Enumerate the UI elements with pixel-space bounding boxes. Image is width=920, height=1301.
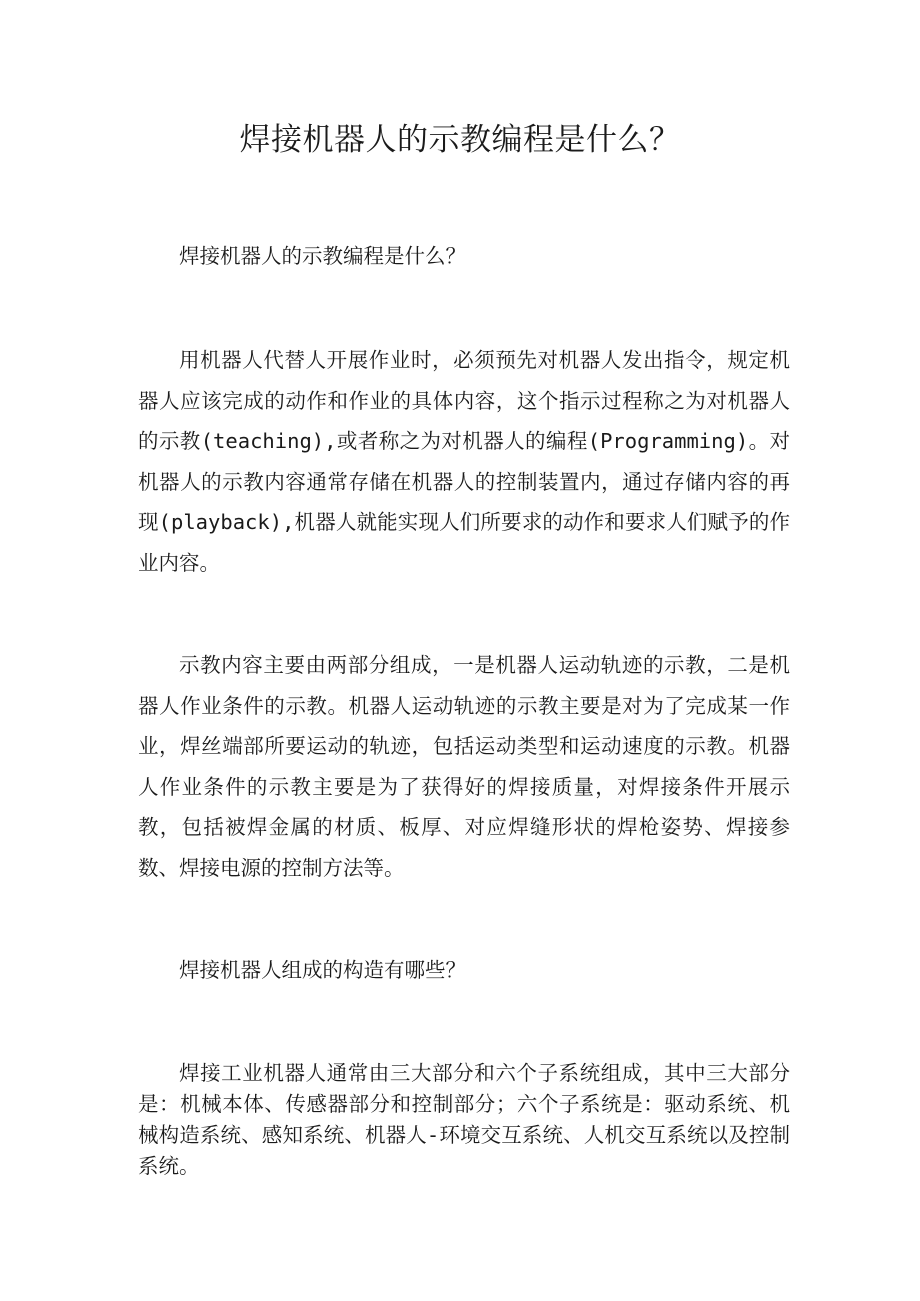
intro-paragraph: 用机器人代替人开展作业时，必须预先对机器人发出指令，规定机器人应该完成的动作和作业的具体内容，这个指示过程称之为对机器人的示教(teaching),或者称之为对机器人的编程(Programming)。对机器人的示教内容通常存储在机器人的控制装置内，通过存储内容的再现(playback),机器人就能实现人们所要求的动作和要求人们赋予的作业内容。 [138, 348, 790, 575]
question-paragraph: 焊接机器人组成的构造有哪些？ [179, 958, 466, 982]
teaching-content-paragraph: 示教内容主要由两部分组成，一是机器人运动轨迹的示教，二是机器人作业条件的示教。机器人运动轨迹的示教主要是对为了完成某一作业，焊丝端部所要运动的轨迹，包括运动类型和运动速度的示教。机器人作业条件的示教主要是为了获得好的焊接质量，对焊接条件开展示教，包括被焊金属的材质、板厚、对应焊缝形状的焊枪姿势、焊接参数、焊接电源的控制方法等。 [138, 653, 790, 880]
answer-paragraph: 焊接工业机器人通常由三大部分和六个子系统组成，其中三大部分是：机械本体、传感器部分和控制部分；六个子系统是：驱动系统、机械构造系统、感知系统、机器人-环境交互系统、人机交互系统以及控制系统。 [138, 1061, 790, 1178]
document-title: 焊接机器人的示教编程是什么？ [239, 122, 681, 158]
subheading-paragraph: 焊接机器人的示教编程是什么？ [179, 244, 466, 268]
